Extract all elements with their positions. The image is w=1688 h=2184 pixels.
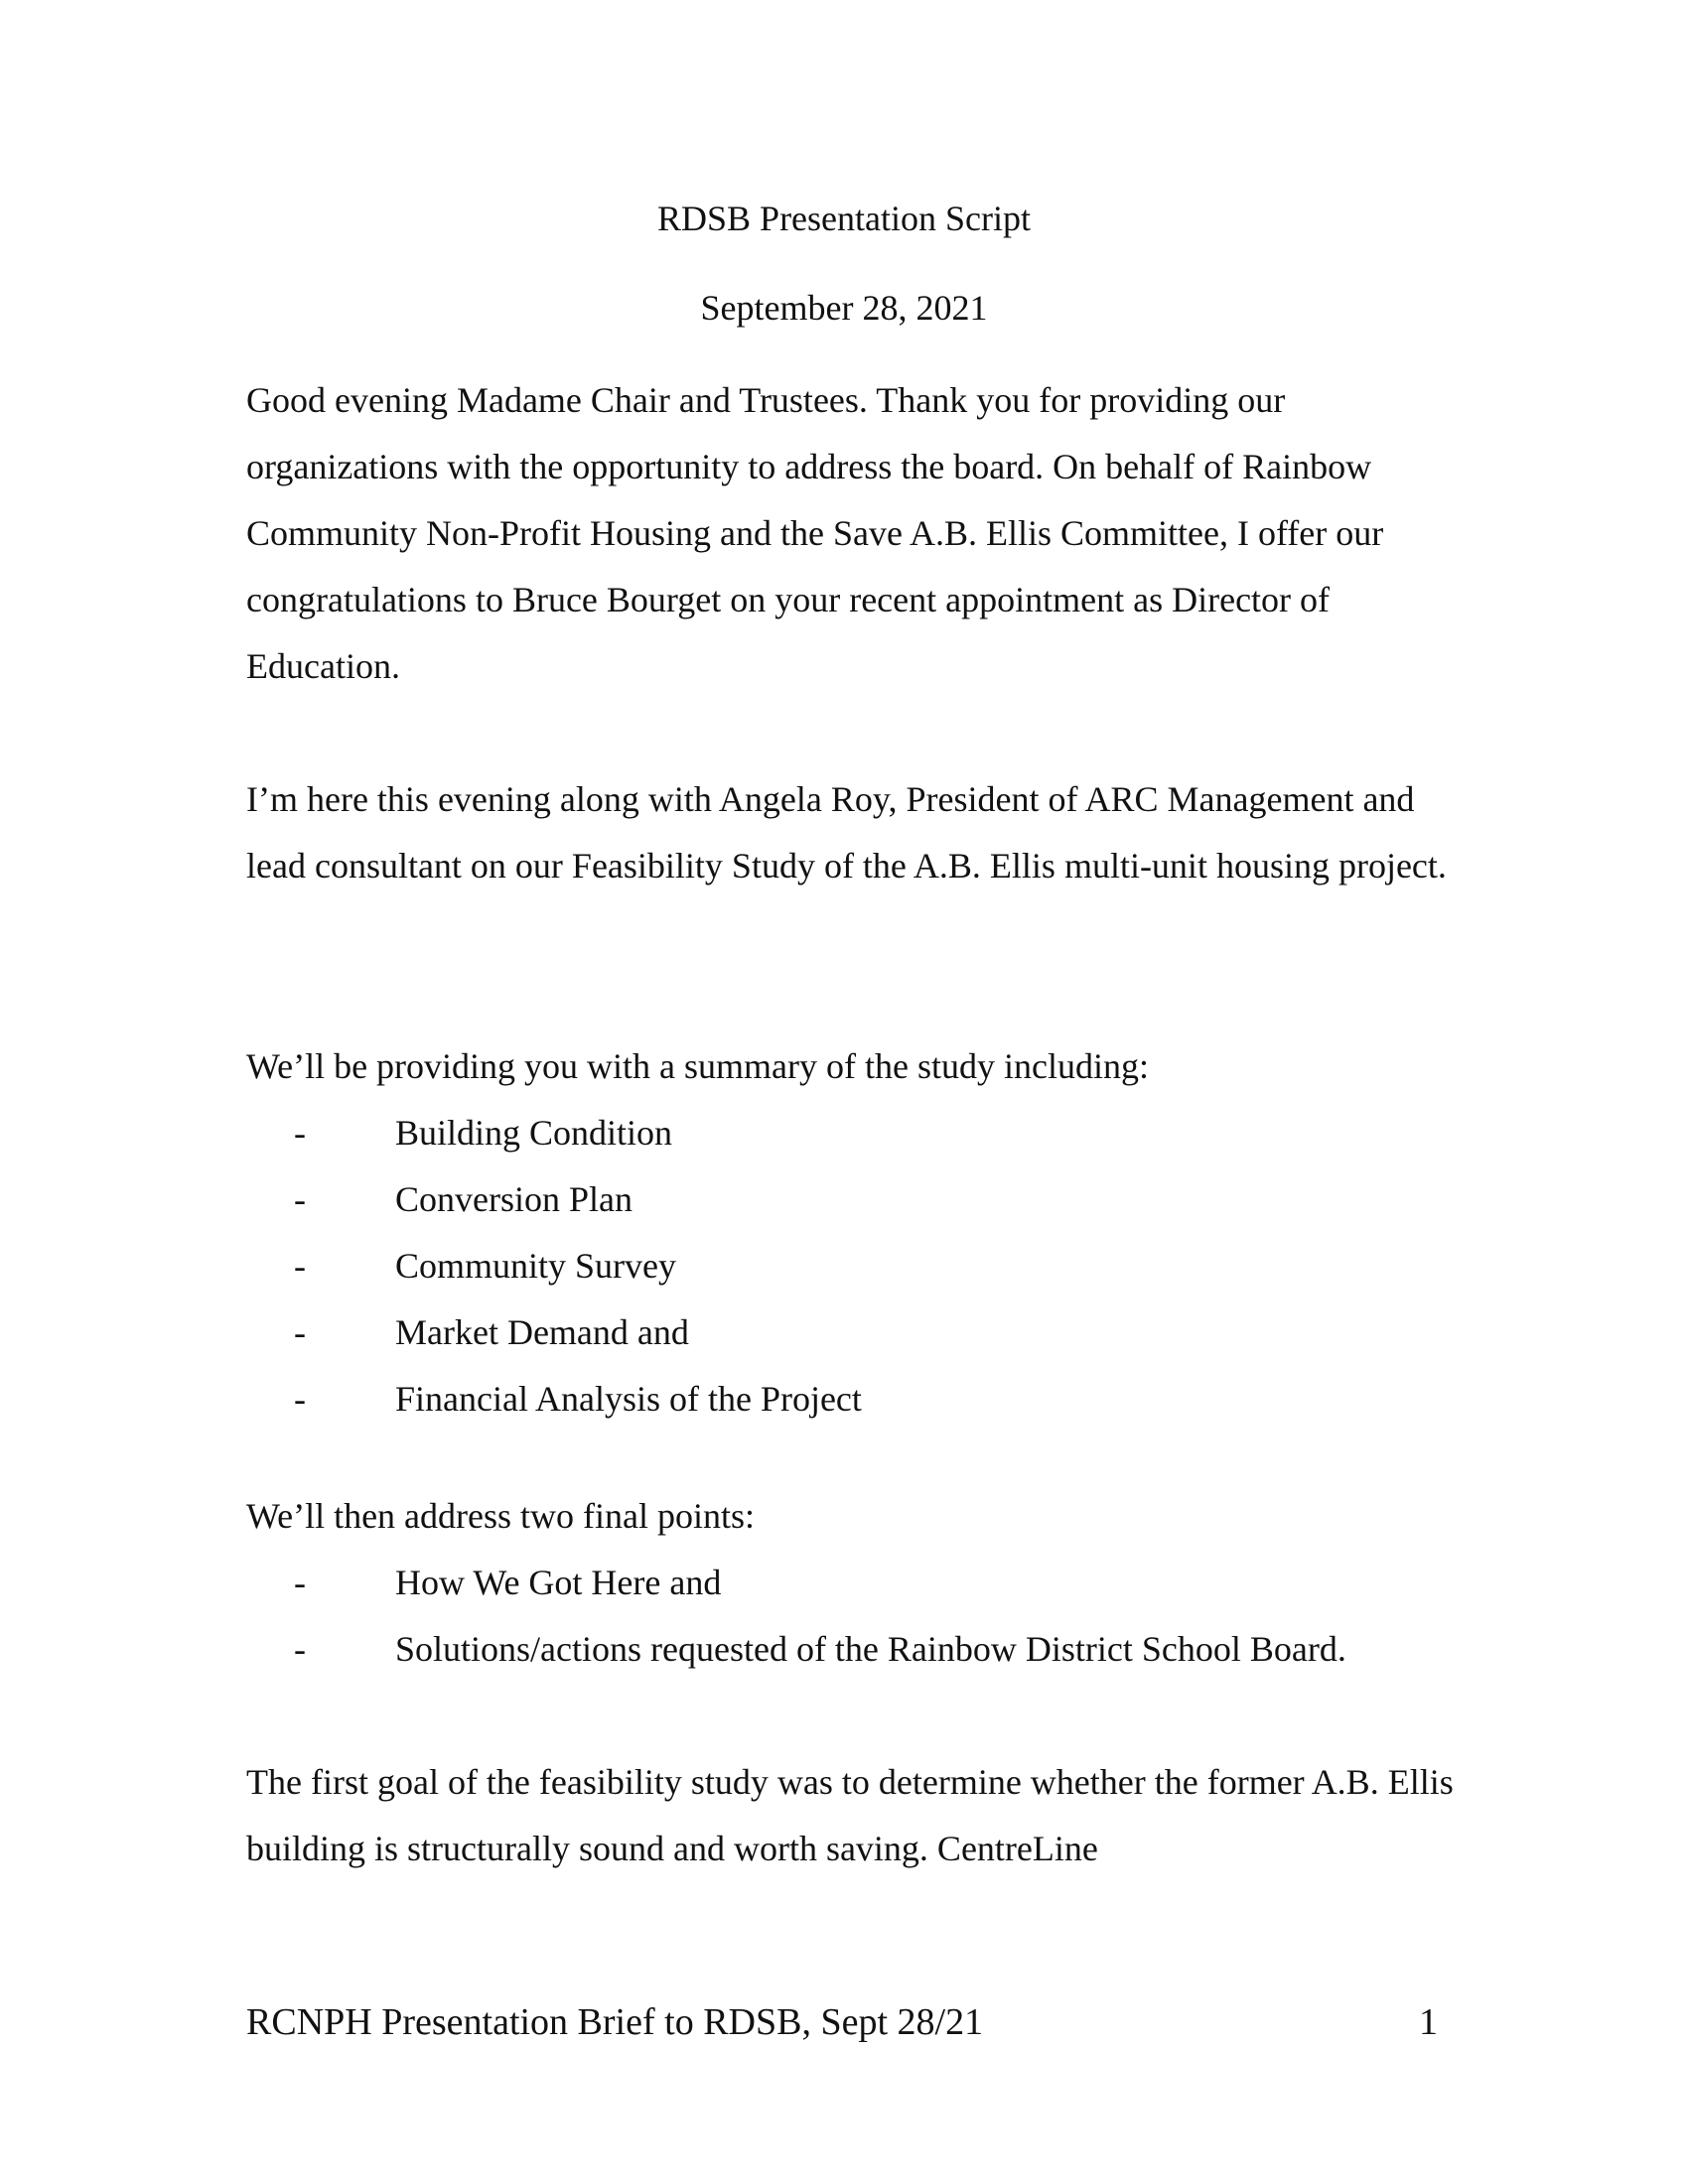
list-item-text: Conversion Plan	[395, 1179, 633, 1219]
bullet-marker: -	[294, 1312, 306, 1352]
page-number: 1	[1419, 2001, 1438, 2043]
bullet-marker: -	[294, 1629, 306, 1669]
document-title: RDSB Presentation Script	[657, 199, 1031, 238]
list-item	[246, 1166, 862, 1233]
list-item	[246, 1366, 862, 1433]
list-item	[246, 1299, 862, 1366]
bullet-marker: -	[294, 1563, 306, 1602]
paragraph-greeting: Good evening Madame Chair and Trustees. Thank you for providing our organizations with the opportunity to address the board. On behalf of Rainbow Community Non-Profit Housing and the Save A.B. Ellis Committee, I offer our congratulations to Bruce Bourget on your recent appointment as Director of Education.	[246, 380, 1384, 686]
list-item-text: Market Demand and	[395, 1312, 689, 1352]
bullet-marker: -	[294, 1179, 306, 1219]
list-item	[246, 1616, 1346, 1683]
final-points-list	[246, 1550, 1346, 1683]
list-item-text: Community Survey	[395, 1246, 677, 1286]
footer-text: RCNPH Presentation Brief to RDSB, Sept 28/21	[246, 2001, 984, 2043]
list-item-text: Building Condition	[395, 1113, 673, 1153]
paragraph-summary-intro: We’ll be providing you with a summary of the study including:	[246, 1046, 1149, 1086]
list-item	[246, 1550, 1346, 1616]
list-item-text: How We Got Here and	[395, 1563, 722, 1602]
page-footer	[246, 1999, 1438, 2045]
list-item	[246, 1233, 862, 1299]
paragraph-introduction: I’m here this evening along with Angela Roy, President of ARC Management and lead consultant on our Feasibility Study of the A.B. Ellis multi-unit housing project.	[246, 779, 1447, 886]
bullet-marker: -	[294, 1113, 306, 1153]
bullet-marker: -	[294, 1379, 306, 1419]
list-item-text: Financial Analysis of the Project	[395, 1379, 862, 1419]
bullet-marker: -	[294, 1246, 306, 1286]
list-item-text: Solutions/actions requested of the Rainbow District School Board.	[395, 1629, 1346, 1669]
summary-topics-list	[246, 1100, 862, 1433]
paragraph-feasibility-goal: The first goal of the feasibility study was to determine whether the former A.B. Ellis building is structurally sound and worth saving. CentreLine	[246, 1762, 1454, 1868]
list-item	[246, 1100, 862, 1166]
document-date: September 28, 2021	[700, 288, 988, 328]
paragraph-final-points-intro: We’ll then address two final points:	[246, 1496, 755, 1536]
